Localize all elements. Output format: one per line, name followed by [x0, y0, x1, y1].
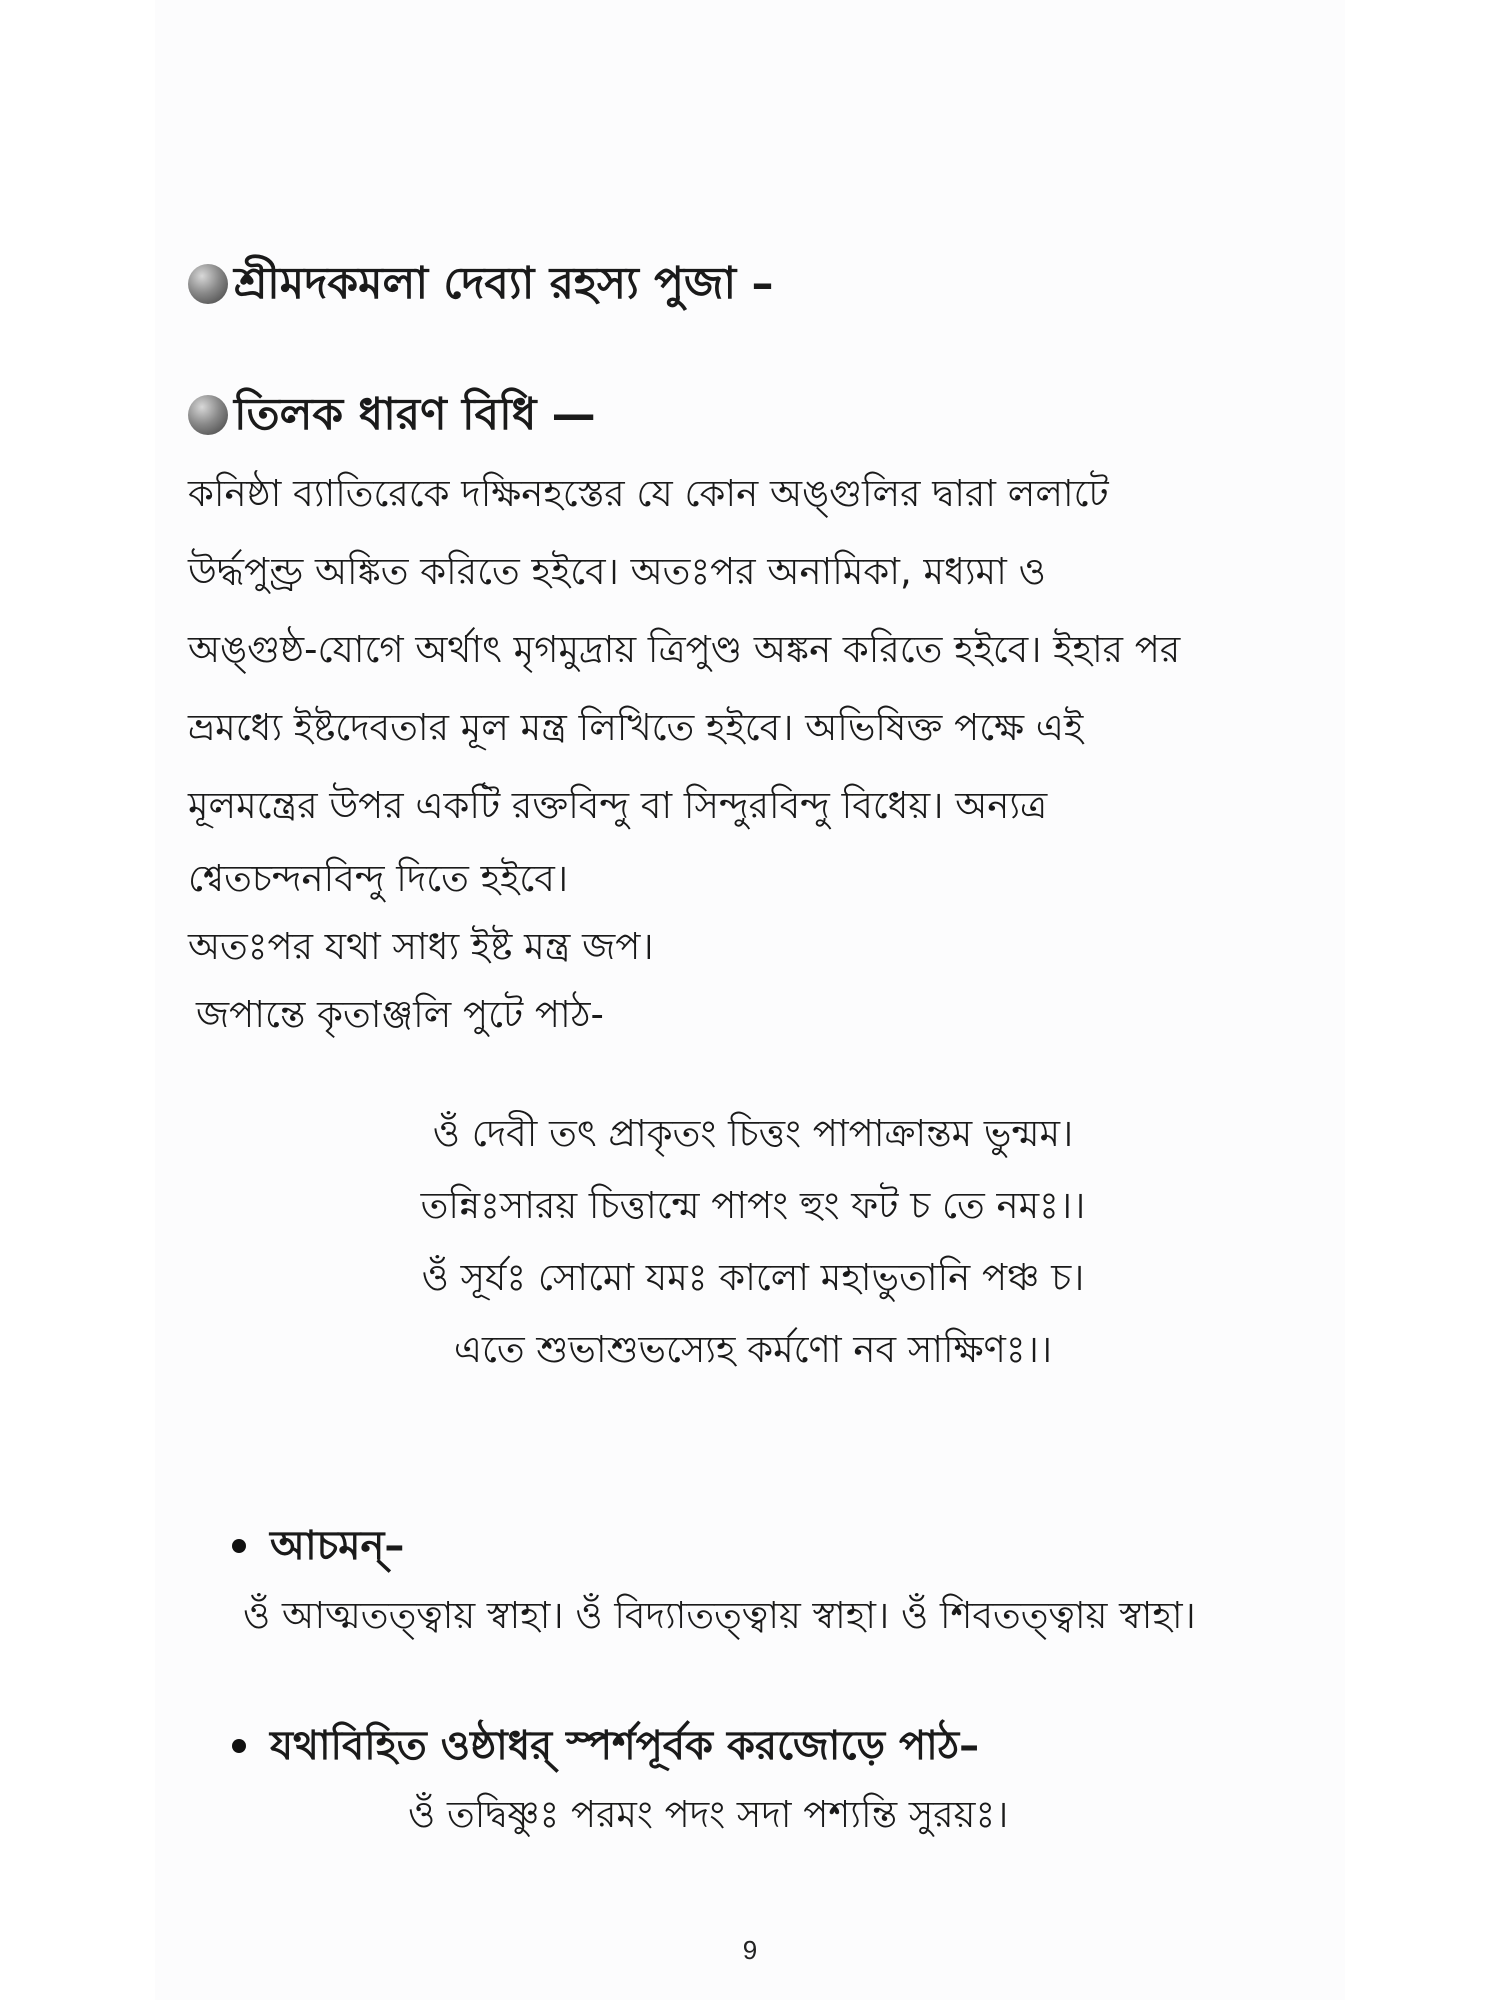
achaman-mantra-line: ওঁ আত্মতত্ত্বায় স্বাহা। ওঁ বিদ্যাতত্ত্বায় স্বাহা। ওঁ শিবতত্ত্বায় স্বাহা।: [243, 1594, 1196, 1637]
paragraph-line: জপান্তে কৃতাঞ্জলি পুটে পাঠ-: [196, 993, 604, 1036]
tilak-instructions-paragraph: [188, 455, 1338, 1049]
bullet-dot-icon: [232, 1539, 246, 1553]
bullet-heading-text: আচমন্–: [270, 1523, 405, 1569]
section-heading-tilak-vidhi: [188, 385, 596, 445]
vishnu-mantra-line: ওঁ তদ্বিষ্ণুঃ পরমং পদং সদা পশ্যন্তি সুরয়ঃ।: [408, 1793, 1009, 1836]
mantra-verse-block: [188, 1098, 1318, 1386]
paragraph-line: অতঃপর যথা সাধ্য ইষ্ট মন্ত্র জপ।: [188, 925, 654, 968]
gray-ball-bullet-icon: [188, 395, 228, 435]
bullet-heading-karajore-path: [232, 1718, 979, 1774]
paragraph-line: কনিষ্ঠা ব্যাতিরেকে দক্ষিনহস্তের যে কোন অঙ্গুলির দ্বারা ললাটে: [188, 472, 1109, 515]
mantra-line: তন্নিঃসারয় চিত্তান্মে পাপং হুং ফট চ তে নমঃ।।: [420, 1184, 1086, 1227]
mantra-line: ওঁ সূর্যঃ সোমো যমঃ কালো মহাভুতানি পঞ্চ চ।: [421, 1256, 1085, 1299]
paragraph-line: ভ্রমধ্যে ইষ্টদেবতার মূল মন্ত্র লিখিতে হইবে। অভিষিক্ত পক্ষে এই: [188, 706, 1084, 749]
page-number: 9: [742, 1935, 758, 1965]
gray-ball-bullet-icon: [188, 264, 228, 304]
section-heading-rahasya-puja: [188, 254, 773, 314]
bullet-heading-achaman: [232, 1518, 404, 1574]
paragraph-line: শ্বেতচন্দনবিন্দু দিতে হইবে।: [188, 857, 569, 900]
paragraph-line: অঙ্গুষ্ঠ-যোগে অর্থাৎ মৃগমুদ্রায় ত্রিপুণ্ড অঙ্কন করিতে হইবে। ইহার পর: [188, 628, 1181, 671]
section-heading-text: তিলক ধারণ বিধি —: [234, 389, 596, 440]
paragraph-line: উর্দ্ধপুণ্ড্র অঙ্কিত করিতে হইবে। অতঃপর অনামিকা, মধ্যমা ও: [188, 550, 1046, 593]
section-heading-text: শ্রীমদকমলা দেব্যা রহস্য পুজা –: [234, 258, 774, 309]
mantra-line: এতে শুভাশুভস্যেহ কর্মণো নব সাক্ষিণঃ।।: [453, 1328, 1053, 1371]
bullet-heading-text: যথাবিহিত ওষ্ঠাধর্ স্পর্শপূর্বক করজোড়ে পাঠ–: [270, 1723, 980, 1769]
bullet-dot-icon: [232, 1739, 246, 1753]
paragraph-line: মূলমন্ত্রের উপর একটি রক্তবিন্দু বা সিন্দুরবিন্দু বিধেয়। অন্যত্র: [188, 784, 1048, 827]
mantra-line: ওঁ দেবী তৎ প্রাকৃতং চিত্তং পাপাক্রান্তম ভুন্মম।: [432, 1112, 1074, 1155]
